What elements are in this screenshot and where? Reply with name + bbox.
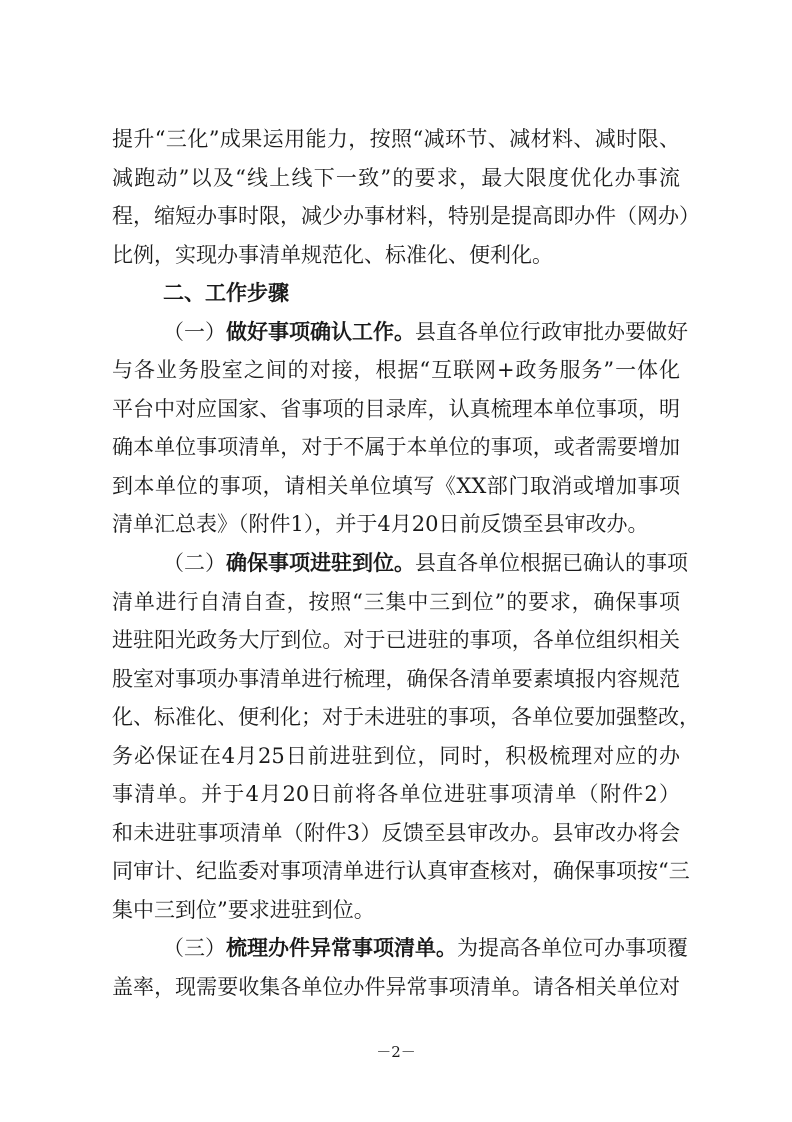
subsection-2-title: 确保事项进驻到位。	[226, 550, 415, 575]
subsection-3-title: 梳理办件异常事项清单。	[226, 935, 457, 960]
subsection-3-text: 为提高各单位可办事项覆	[457, 936, 688, 960]
subsection-1-title: 做好事项确认工作。	[226, 319, 415, 344]
page-number: －2－	[376, 1043, 416, 1061]
body-line: 清单汇总表》（附件1），并于4月20日前反馈至县审改办。	[112, 512, 649, 536]
body-line: 事清单。并于4月20日前将各单位进驻事项清单（附件2）	[112, 782, 680, 806]
body-line: 盖率，现需要收集各单位办件异常事项清单。请各相关单位对	[112, 975, 680, 999]
body-line: 比例，实现办事清单规范化、标准化、便利化。	[112, 243, 553, 267]
body-line: 化、标准化、便利化；对于未进驻的事项，各单位要加强整改，	[112, 705, 700, 729]
body-line: 清单进行自清自查，按照“三集中三到位”的要求，确保事项	[112, 590, 680, 614]
subsection-2-first-line	[163, 550, 688, 575]
body-line: 平台中对应国家、省事项的目录库，认真梳理本单位事项，明	[112, 397, 680, 421]
body-line: 减跑动”以及“线上线下一致”的要求，最大限度优化办事流	[112, 166, 680, 190]
body-line: 确本单位事项清单，对于不属于本单位的事项，或者需要增加	[112, 435, 680, 459]
body-line: 同审计、纪监委对事项清单进行认真审查核对，确保事项按“三	[112, 859, 690, 883]
section-heading: 二、工作步骤	[163, 281, 289, 305]
subsection-3-first-line	[163, 935, 688, 960]
subsection-2-text: 县直各单位根据已确认的事项	[415, 551, 688, 575]
body-line: 进驻阳光政务大厅到位。对于已进驻的事项，各单位组织相关	[112, 628, 680, 652]
body-line: 集中三到位”要求进驻到位。	[112, 898, 375, 922]
body-line: 程，缩短办事时限，减少办事材料，特别是提高即办件（网办）	[112, 204, 700, 228]
body-line: 提升“三化”成果运用能力，按照“减环节、减材料、减时限、	[112, 127, 680, 151]
subsection-2-number: （二）	[163, 551, 226, 575]
subsection-1-number: （一）	[163, 320, 226, 344]
subsection-1-first-line	[163, 319, 688, 344]
body-line: 到本单位的事项，请相关单位填写《XX部门取消或增加事项	[112, 474, 680, 498]
body-line: 务必保证在4月25日前进驻到位，同时，积极梳理对应的办	[112, 744, 680, 768]
subsection-1-text: 县直各单位行政审批办要做好	[415, 320, 688, 344]
body-line: 股室对事项办事清单进行梳理，确保各清单要素填报内容规范	[112, 667, 680, 691]
body-line: 和未进驻事项清单（附件3）反馈至县审改办。县审改办将会	[112, 821, 680, 845]
body-line: 与各业务股室之间的对接，根据“互联网+政务服务”一体化	[112, 358, 680, 382]
subsection-3-number: （三）	[163, 936, 226, 960]
